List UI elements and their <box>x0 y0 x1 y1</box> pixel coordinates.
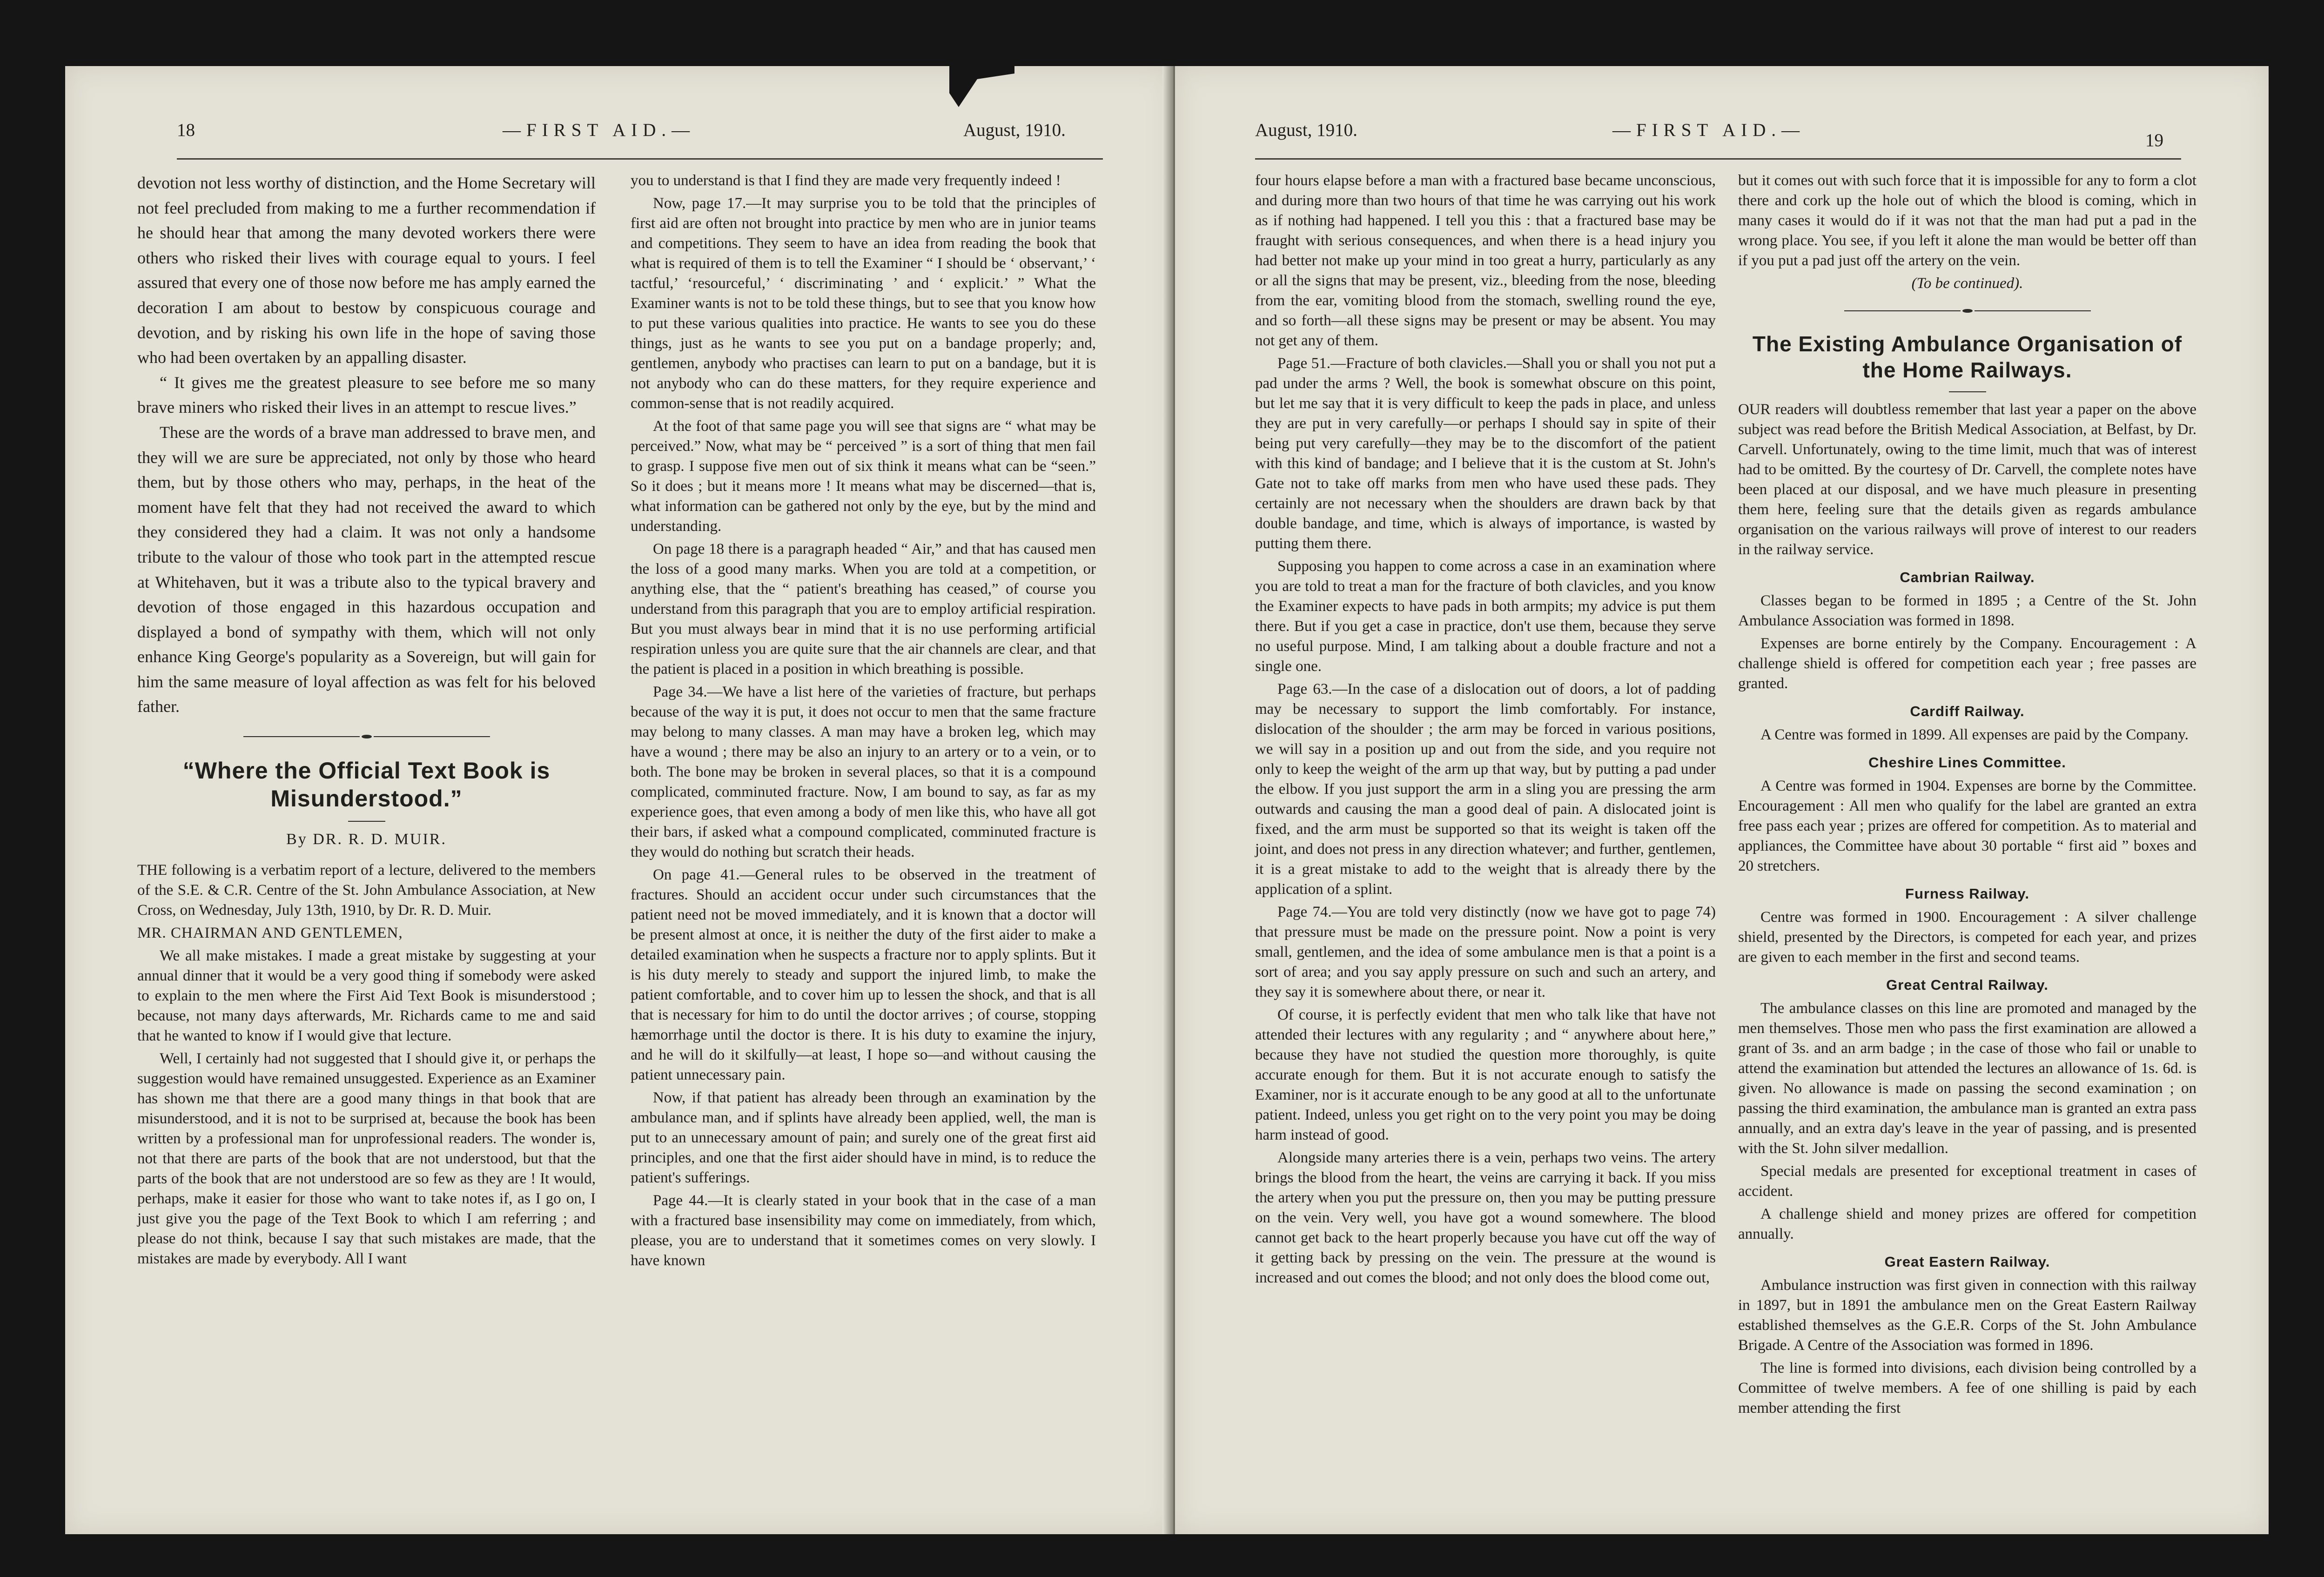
byline: By DR. R. D. MUIR. <box>286 831 447 848</box>
paragraph: Now, if that patient has already been through an examination by the ambulance man, and if splints have already been applied, well, the man is put to an unnecessary amount of pain; and surely one of the great first aid principles, and one that the first aider should have in mind, is to reduce the patient's sufferings. <box>631 1089 1096 1186</box>
paragraph: Expenses are borne entirely by the Company. Encouragement : A challenge shield is offered for competition each year ; free passes are granted. <box>1738 635 2196 692</box>
intro-paragraph: OUR readers will doubtless remember that last year a paper on the above subject was read before the British Medical Association, at Belfast, by Dr. Carvell. Unfortunately, owing to the time limit, much that was of interest had to be omitted. By the courtesy of Dr. Carvell, the complete notes have been placed at our disposal, and we have much pleasure in presenting them here, feeling sure that the details given as regards ambulance organisation on the various railways will prove of interest to our readers in the railway service. <box>1738 401 2196 558</box>
article-title: “Where the Official Text Book is Misunderstood.” <box>182 758 551 812</box>
paragraph: Now, page 17.—It may surprise you to be told that the principles of first aid are often not brought into practice by men who are in junior teams and competitions. They seem to have an idea from reading the book that what is required of them is to tell the Examiner “ I should be ‘ observant,’ ‘ tactful,’ ‘resourceful,’ ‘ discriminating ’ and ‘ explicit.’ ” What the Examiner wants is not to be told these things, but to see that you know how to put these various qualities into practice. He wants to see you do these things, just as he wants to see you put on a bandage properly; and, gentlemen, anybody who practises can learn to put on a bandage, but it is not anybody who can do these matters, for they require experience and common-sense that is not readily acquired. <box>631 195 1096 412</box>
paragraph: We all make mistakes. I made a great mistake by suggesting at your annual dinner that it would be a very good thing if somebody were asked to explain to the men where the First Aid Text Book is misunderstood ; because, not many days afterwards, Mr. Richards came to me and said that he wanted to know if I would give that lecture. <box>137 947 596 1045</box>
paragraph: Centre was formed in 1900. Encouragement : A silver challenge shield, presented by the Directors, is competed for each year, and prizes are given to each member in the first and second teams. <box>1738 909 2196 966</box>
right-page <box>1175 66 2269 1534</box>
paragraph: The line is formed into divisions, each division being controlled by a Committee of twelve members. A fee of one shilling is paid by each member attending the first <box>1738 1360 2196 1416</box>
paragraph: On page 18 there is a paragraph headed “ Air,” and that has caused men the loss of a good many marks. When you are told at a competition, or anything else, that the “ patient's breathing has ceased,” of course you understand from this paragraph that you are to employ artificial respiration. But you must always bear in mind that it is no use performing artificial respiration unless you are quite sure that the air channels are clear, and that the patient is placed in a position in which breathing is possible. <box>631 541 1096 678</box>
page-number: 19 <box>2145 130 2163 150</box>
paragraph: you to understand is that I find they are made very frequently indeed ! <box>631 172 1061 189</box>
header-rule <box>1255 158 2181 160</box>
paragraph: Special medals are presented for exceptional treatment in cases of accident. <box>1738 1163 2196 1200</box>
paragraph: Classes began to be formed in 1895 ; a Centre of the St. John Ambulance Association was formed in 1898. <box>1738 592 2196 629</box>
section-heading: Cardiff Railway. <box>1910 703 2025 719</box>
issue-date: August, 1910. <box>1255 120 1357 140</box>
issue-date: August, 1910. <box>963 120 1066 140</box>
paragraph: On page 41.—General rules to be observed in the treatment of fractures. Should an accident occur under such circumstances that the patient need not be moved immediately, and it is known that a doctor will be present almost at once, it is neither the duty of the first aider to make a detailed examination when he suspects a fracture nor to apply splints. But it is his duty merely to steady and support the injured limb, to make the patient comfortable, and to cover him up to lessen the shock, and that is all that is necessary for him to do until the doctor arrives ; of course, stopping hæmorrhage until the doctor is there. It is his duty to examine the injury, and he will do it skilfully—at least, I hope so—and without causing the patient unnecessary pain. <box>631 866 1096 1083</box>
paragraph: These are the words of a brave man addressed to brave men, and they will we are sure be appreciated, not only by those who heard them, but by those others who may, perhaps, in the heat of the moment have felt that they had not received the award to which they considered they had a claim. It was not only a handsome tribute to the valour of those who took part in the attempted rescue at Whitehaven, but it was a tribute also to the typical bravery and devotion of those engaged in this hazardous occupation and displayed a bond of sympathy with them, which will not only enhance King George's popularity as a Sovereign, but will gain for him the same measure of loyal affection as was felt for his beloved father. <box>137 423 596 716</box>
short-rule <box>1949 391 1986 392</box>
paragraph: Well, I certainly had not suggested that I should give it, or perhaps the suggestion would have remained unsuggested. Experience as an Examiner has shown me that there are a good many things in that book that are misunderstood, and it is not to be surprised at, because the book has been written by a professional man for unprofessional readers. The wonder is, not that there are parts of the book that are not understood, but that the parts of the book that are not understood are so few as they are ! It would, perhaps, make it easier for those who want to take notes if, as I go on, I just give you the page of the Text Book to which I am referring ; and please do not think, because I say that such mistakes are made, that the mistakes are made by everybody. All I want <box>137 1050 596 1268</box>
paragraph: A challenge shield and money prizes are offered for competition annually. <box>1738 1206 2196 1242</box>
paragraph: Page 74.—You are told very distinctly (now we have got to page 74) that pressure must be made on the pressure point. Now a point is very small, gentlemen, and the idea of some ambulance men is that a point is a sort of area; and you say apply pressure on such and such an artery, and they say it is somewhere about there, or near it. <box>1255 904 1716 1000</box>
running-title: —FIRST AID.— <box>1612 120 1806 140</box>
right-column-2 <box>1738 171 2196 1421</box>
paragraph: “ It gives me the greatest pleasure to see before me so many brave miners who risked their lives in an attempt to rescue lives.” <box>137 373 596 417</box>
paragraph: Supposing you happen to come across a case in an examination where you are told to treat a man for the fracture of both clavicles, and you know the Examiner expects to have pads in both armpits; my advice is put them there. But if you get a case in practice, don't use them, because they serve no useful purpose. Mind, I am talking about a double fracture and not a single one. <box>1255 558 1716 675</box>
right-header <box>1175 120 2269 157</box>
paragraph: Page 34.—We have a list here of the varieties of fracture, but perhaps because of the way it is put, it does not occur to men that the same fracture may belong to many classes. A man may have a broken leg, which may have a wound ; there may be also an injury to an artery or to a vein, or to both. The bone may be broken in several places, so that it is a compound complicated, comminuted fracture. Now, I am bound to say, as far as my experience goes, that even among a body of men like this, who have all got their bars, if asked what a compound complicated, comminuted fracture is they would do nothing but scratch their heads. <box>631 684 1096 860</box>
ornament-divider <box>1738 300 2196 319</box>
page-tear <box>949 60 1014 107</box>
paragraph: Ambulance instruction was first given in connection with this railway in 1897, but in 1891 the ambulance men on the Great Eastern Railway established themselves as the G.E.R. Corps of the St. John Ambulance Brigade. A Centre of the Association was formed in 1896. <box>1738 1277 2196 1354</box>
paragraph: but it comes out with such force that it is impossible for any to form a clot there and cork up the hole out of which the blood is coming, which in many cases it would do if it was not that the man had put a pad in the wrong place. You see, if you left it alone the man would be better off than if you put a pad just off the artery on the vein. <box>1738 172 2196 269</box>
short-rule <box>348 821 385 822</box>
section-heading: Cheshire Lines Committee. <box>1868 754 2066 771</box>
left-header <box>65 120 1173 157</box>
paragraph: THE following is a verbatim report of a lecture, delivered to the members of the S.E. & C.R. Centre of the St. John Ambulance Association, at New Cross, on Wednesday, July 13th, 1910, by Dr. R. D. Muir. <box>137 862 596 919</box>
running-title: —FIRST AID.— <box>503 120 696 140</box>
paragraph: devotion not less worthy of distinction, and the Home Secretary will not feel precluded from making to me a further recommendation if he should hear that among the many devoted workers there were others who risked their lives with courage equal to yours. I feel assured that every one of those now before me has amply earned the decoration I am about to bestow by conspicuous courage and devotion, and by risking his own life in the hope of saving those who had been overtaken by an appalling disaster. <box>137 174 596 367</box>
right-column-1 <box>1255 171 1716 1291</box>
paragraph: Page 51.—Fracture of both clavicles.—Shall you or shall you not put a pad under the arms ? Well, the book is somewhat obscure on this point, but let me say that it is very difficult to keep the pads in place, and unless they are put in very carefully—or perhaps I should say in spite of their being put very carefully—they may be to the discomfort of the patient with this kind of bandage; and I believe that it is the custom at St. John's Gate not to take off marks from men who have used these pads. They certainly are not necessary when the shoulders are drawn back by that double bandage, and time, which is always of importance, is wasted by putting them there. <box>1255 355 1716 552</box>
left-column-2 <box>631 171 1096 1274</box>
paragraph: Of course, it is perfectly evident that men who talk like that have not attended their lectures with any regularity ; and “ anywhere about here,” because they have not studied the question more thoroughly, is quite accurate enough for them. But it is not accurate enough to satisfy the Examiner, nor is it accurate enough to be any good at all to the unfortunate patient. Indeed, unless you get right on to the very point you may be doing harm instead of good. <box>1255 1007 1716 1143</box>
paragraph: A Centre was formed in 1899. All expenses are paid by the Company. <box>1760 726 2189 743</box>
section-heading: Cambrian Railway. <box>1900 569 2035 585</box>
paragraph: At the foot of that same page you will see that signs are “ what may be perceived.” Now, what may be “ perceived ” is a sort of thing that men fail to grasp. I suppose five men out of six think it means what can be “seen.” So it does ; but it means more ! It means what may be discerned—that is, what information can be gathered not only by the eye, but by the mind and understanding. <box>631 418 1096 535</box>
paragraph: Alongside many arteries there is a vein, perhaps two veins. The artery brings the blood from the heart, the veins are carrying it back. If you miss the artery when you put the pressure on, then you may be putting pressure on the vein. Very well, you have got a wound somewhere. The blood cannot get back to the heart properly because you have cut off the way of it getting back by pressing on the vein. The pressure at the wound is increased and out comes the blood; and not only does the blood come out, <box>1255 1149 1716 1286</box>
paragraph: The ambulance classes on this line are promoted and managed by the men themselves. Those men who pass the first examination are allowed a grant of 3s. and an arm badge ; in the case of those who fail or unable to attend the examination but attended the lectures an allowance of 1s. 6d. is given. No allowance is made on passing the second examination ; on passing the third examination, the ambulance man is granted an extra pass annually, and an extra day's leave in the year of passing, and is presented with the St. John silver medallion. <box>1738 1000 2196 1157</box>
paragraph: Page 44.—It is clearly stated in your book that in the case of a man with a fractured base insensibility may come on immediately, from which, please, you are to understand that it sometimes comes on very slowly. I have known <box>631 1192 1096 1269</box>
header-rule <box>177 158 1103 160</box>
section-heading: Great Central Railway. <box>1886 977 2049 993</box>
left-page <box>65 66 1173 1534</box>
paragraph: four hours elapse before a man with a fractured base became unconscious, and during more than two hours of that time he was carrying out his work as if nothing had happened. I tell you this : that a fractured base may be fraught with serious consequences, and when there is a head injury you had better not make up your mind in too great a hurry, particularly as any or all the signs that may be present, viz., bleeding from the nose, bleeding from the ear, vomiting blood from the stomach, swelling round the eye, and so forth—all these signs may be present or may be absent. You may not get any of them. <box>1255 172 1716 349</box>
ornament-divider <box>137 726 596 745</box>
continued-note: (To be continued). <box>1911 275 2023 292</box>
salutation: MR. CHAIRMAN AND GENTLEMEN, <box>137 925 403 942</box>
left-column-1 <box>137 171 596 1272</box>
paragraph: Page 63.—In the case of a dislocation out of doors, a lot of padding may be necessary to support the limb comfortably. For instance, dislocation of the shoulder ; the arm may be forced in various positions, we will say in a position up and out from the side, and you require not only to keep the weight of the arm up that way, but by putting a pad under the elbow. If you just support the arm in a sling you are pressing the arm outwards and causing the man a good deal of pain. A dislocated joint is fixed, and the arm must be supported so that its weight is taken off the joint, and does not press in any direction whatever; and further, gentlemen, it is a great mistake to add to the weight that is already there by the application of a splint. <box>1255 681 1716 898</box>
page-number: 18 <box>177 120 195 140</box>
paragraph: A Centre was formed in 1904. Expenses are borne by the Committee. Encouragement : All men who qualify for the label are granted an extra free pass each year ; prizes are offered for competition. As to material and appliances, the Committee have about 30 portable “ first aid ” boxes and 20 stretchers. <box>1738 778 2196 874</box>
section-heading: Furness Railway. <box>1905 886 2029 902</box>
section-heading: Great Eastern Railway. <box>1884 1254 2050 1270</box>
article-title: The Existing Ambulance Organisation of the Home Railways. <box>1752 332 2183 382</box>
